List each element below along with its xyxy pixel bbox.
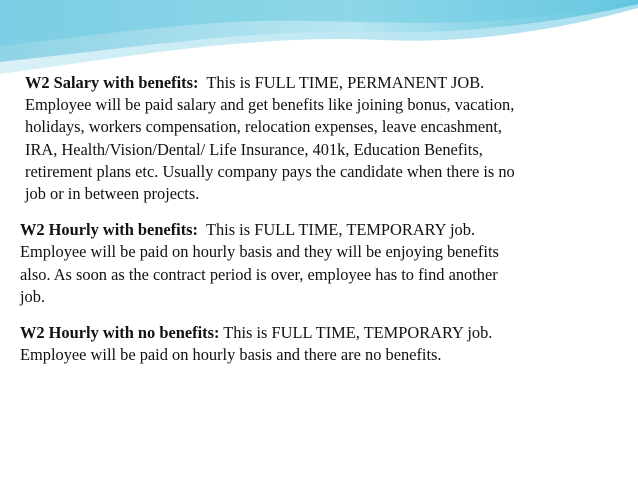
section-text-line: This is FULL TIME, TEMPORARY job. bbox=[205, 220, 476, 240]
section-text-line: This is FULL TIME, TEMPORARY job. bbox=[223, 323, 493, 343]
section-w2-hourly-with-no-benefits bbox=[20, 322, 620, 366]
section-w2-salary-with-benefits bbox=[20, 72, 620, 205]
section-text-line: This is FULL TIME, PERMANENT JOB. bbox=[206, 73, 485, 92]
header-wave-decoration bbox=[0, 0, 638, 80]
section-title: W2 Hourly with no benefits: bbox=[20, 323, 220, 343]
section-text-line: job or in between projects. bbox=[25, 184, 200, 204]
section-title: W2 Hourly with benefits: bbox=[20, 220, 199, 240]
section-text-line: Employee will be paid on hourly basis and there are no benefits. bbox=[20, 345, 442, 365]
section-text-line: holidays, workers compensation, relocation expenses, leave encashment, bbox=[25, 117, 502, 137]
section-w2-hourly-with-benefits bbox=[20, 219, 620, 308]
section-title: W2 Salary with benefits: bbox=[25, 73, 199, 92]
section-first-line bbox=[20, 219, 620, 241]
section-text-line: Employee will be paid salary and get benefits like joining bonus, vacation, bbox=[25, 95, 515, 115]
section-first-line bbox=[20, 322, 620, 344]
section-text-line: IRA, Health/Vision/Dental/ Life Insurance, 401k, Education Benefits, bbox=[25, 139, 483, 159]
section-text-line: Employee will be paid on hourly basis and they will be enjoying benefits bbox=[20, 242, 499, 262]
section-text-line: job. bbox=[20, 286, 46, 306]
section-first-line bbox=[25, 72, 620, 94]
slide-body bbox=[20, 72, 620, 366]
section-text-line: retirement plans etc. Usually company pays the candidate when there is no bbox=[25, 161, 515, 181]
section-text-line: also. As soon as the contract period is over, employee has to find another bbox=[20, 264, 498, 284]
